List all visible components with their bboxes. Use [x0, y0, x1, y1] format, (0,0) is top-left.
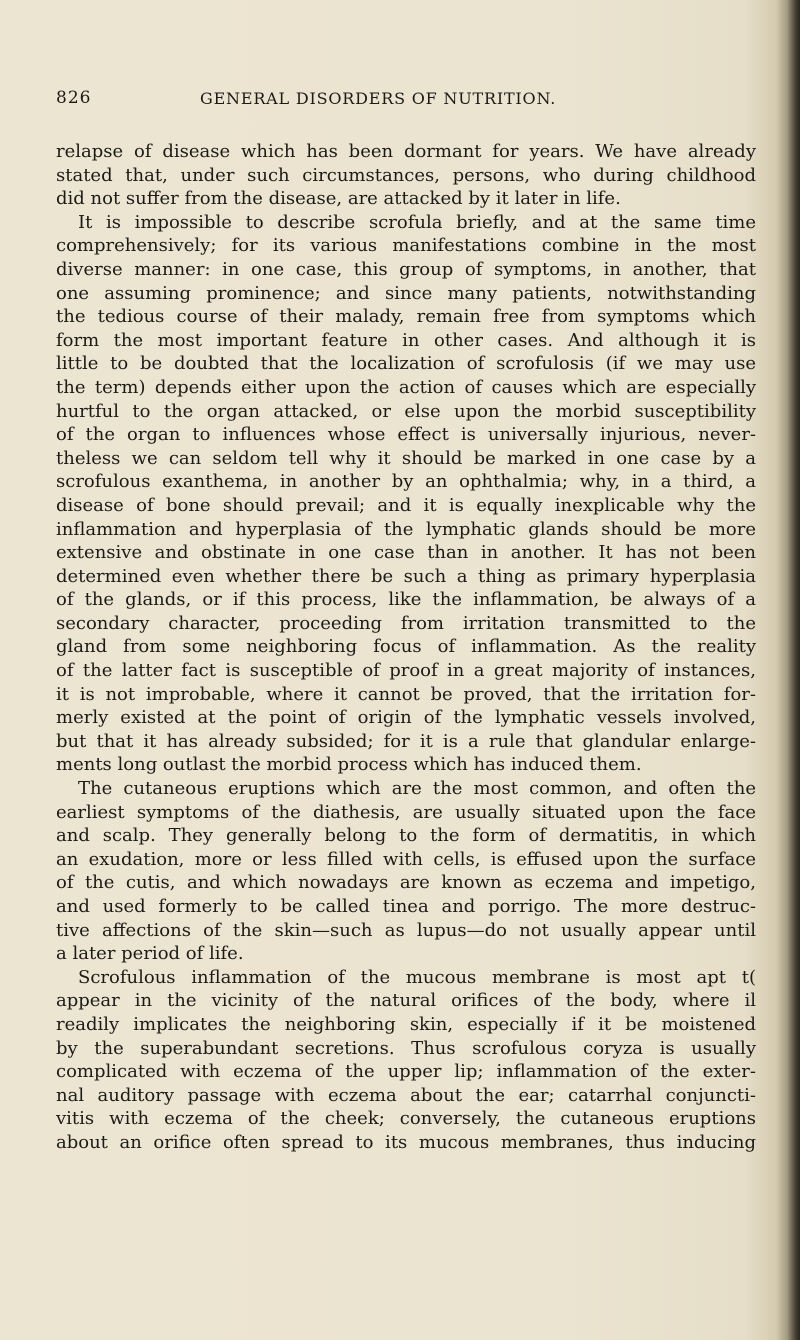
text-line: disease of bone should prevail; and it is equally inexplicable why the — [56, 494, 756, 516]
text-line: inflammation and hyperplasia of the lymphatic glands should be more — [56, 518, 756, 540]
page-header — [56, 88, 756, 114]
text-line: hurtful to the organ attacked, or else upon the morbid susceptibility — [56, 400, 756, 422]
text-line: relapse of disease which has been dormant for years. We have already — [56, 141, 756, 162]
text-line: gland from some neighboring focus of inflammation. As the reality — [56, 636, 756, 658]
text-line: readily implicates the neighboring skin, especially if it be moistened — [56, 1013, 756, 1035]
text-line: an exudation, more or less filled with cells, is effused upon the surface — [56, 848, 756, 870]
text-line: The cutaneous eruptions which are the most common, and often the — [78, 778, 756, 800]
text-line: of the glands, or if this process, like the inflammation, be always of a — [56, 589, 756, 611]
text-line: form the most important feature in other cases. And although it is — [56, 329, 756, 351]
text-line: about an orifice often spread to its mucous membranes, thus inducing — [56, 1131, 756, 1153]
text-line: the tedious course of their malady, remain free from symptoms which — [56, 306, 756, 328]
text-line: appear in the vicinity of the natural orifices of the body, where il — [56, 990, 756, 1012]
text-line: and scalp. They generally belong to the form of dermatitis, in which — [56, 825, 756, 847]
text-line: earliest symptoms of the diathesis, are usually situated upon the face — [56, 801, 756, 823]
text-line: vitis with eczema of the cheek; conversely, the cutaneous eruptions — [56, 1108, 756, 1130]
text-line: diverse manner: in one case, this group of symptoms, in another, that — [56, 258, 756, 280]
text-line: of the organ to influences whose effect is universally injurious, never- — [56, 424, 756, 446]
text-line: tive affections of the skin—such as lupus—do not usually appear until — [56, 919, 756, 941]
text-line: Scrofulous inflammation of the mucous membrane is most apt t( — [78, 966, 756, 988]
text-line: of the latter fact is susceptible of proof in a great majority of instances, — [56, 660, 756, 682]
text-line: a later period of life. — [56, 943, 244, 965]
text-line: little to be doubted that the localization of scrofulosis (if we may use — [56, 353, 756, 375]
text-line: secondary character, proceeding from irritation transmitted to the — [56, 612, 756, 634]
text-line: by the superabundant secretions. Thus scrofulous coryza is usually — [56, 1037, 756, 1059]
body-text — [56, 140, 756, 1155]
text-line: and used formerly to be called tinea and porrigo. The more destruc- — [56, 896, 756, 917]
text-line: nal auditory passage with eczema about the ear; catarrhal conjuncti- — [56, 1084, 756, 1106]
text-line: It is impossible to describe scrofula briefly, and at the same time — [78, 211, 756, 233]
page-binding-edge — [788, 0, 800, 1340]
text-line: theless we can seldom tell why it should be marked in one case by a — [56, 447, 756, 469]
text-line: stated that, under such circumstances, persons, who during childhood — [56, 164, 756, 186]
running-head: GENERAL DISORDERS OF NUTRITION. — [200, 89, 557, 108]
text-line: did not suffer from the disease, are attacked by it later in life. — [56, 188, 621, 210]
text-line: one assuming prominence; and since many patients, notwithstanding — [56, 282, 756, 304]
text-line: ments long outlast the morbid process which has induced them. — [56, 754, 642, 776]
text-line: comprehensively; for its various manifestations combine in the most — [56, 235, 756, 257]
text-line: merly existed at the point of origin of the lymphatic vessels involved, — [56, 707, 756, 729]
text-line: extensive and obstinate in one case than in another. It has not been — [56, 542, 756, 564]
text-line: the term) depends either upon the action of causes which are especially — [56, 376, 756, 398]
text-line: it is not improbable, where it cannot be proved, that the irritation for- — [56, 683, 756, 705]
text-line: complicated with eczema of the upper lip; inflammation of the exter- — [56, 1061, 756, 1083]
text-line: scrofulous exanthema, in another by an ophthalmia; why, in a third, a — [56, 471, 756, 493]
page-number: 826 — [56, 88, 92, 108]
text-line: but that it has already subsided; for it is a rule that glandular enlarge- — [56, 730, 756, 752]
text-line: of the cutis, and which nowadays are known as eczema and impetigo, — [56, 872, 756, 894]
text-line: determined even whether there be such a thing as primary hyperplasia — [56, 565, 756, 587]
